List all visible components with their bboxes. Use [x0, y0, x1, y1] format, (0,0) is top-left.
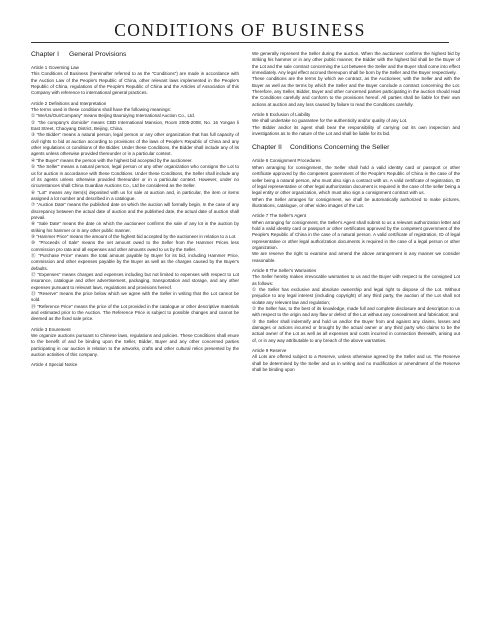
- paragraph: This Conditions of Business (hereinafter referred to as the "Conditions") are made in accordance with the Auction Law of the People's Republic of China, other relevant laws implemented in the People's Republic of China, regulations of the People's Republic of China and the Articles of Association of this Company with reference to international general practices.: [31, 71, 239, 96]
- paragraph: ⑨ "Hammer Price" means the amount of the highest bid accepted by the auctioneer in relation to a Lot.: [31, 233, 237, 239]
- chapter-heading: [252, 144, 460, 152]
- paragraph: ⑪ "Purchase Price" means the total amount payable by Buyer for its bid, including Hammer Price, commission and other expenses payable by the Buyer as well as the charges caused by the Buyer's defaults.: [31, 252, 239, 271]
- paragraph: We are reserve the right to examine and amend the above arrangement in any manner we consider reasonable.: [252, 251, 460, 263]
- paragraph: ④ "the Buyer" means the person with the highest bid accepted by the auctioneer.: [31, 157, 193, 163]
- paragraph: When the Seller arranges for consignment, we shall be automatically authorized to make pictures, illustrations, catalogue, or other video images of the Lot.: [252, 196, 460, 208]
- paragraph: We shall undertake no guarantee for the authenticity and/or quality of any Lot.: [252, 118, 408, 124]
- chapter-title: Conditions Concerning the Seller: [290, 144, 390, 152]
- chapter-title: General Provisions: [69, 51, 127, 58]
- chapter-number: Chapter I: [31, 51, 59, 58]
- left-text-blocks: [31, 65, 239, 369]
- right-column: [252, 51, 460, 373]
- article-heading: Article 1 Governing Law: [31, 65, 79, 70]
- paragraph: ① "We/Us/Our/Company" means Beijing Baoruiying International Auction Co., Ltd.: [31, 113, 196, 119]
- article-heading: Article 9 Reserve: [252, 348, 287, 354]
- right-text-blocks-top: [252, 51, 460, 137]
- paragraph: We generally represent the Seller during the auction. When the auctioneer confirms the highest bid by striking his hammer or in any other public manner, the Bidder with the highest bid shall be the Buyer of the Lot and the sale contract concerning the Lot between the Seller and the Buyer shall come into effect immediately. Any legal effect accrued thereupon shall be born by the Seller and the Buyer respectively.: [252, 51, 460, 76]
- chapter-heading: [31, 51, 239, 59]
- title-rule: [31, 42, 449, 43]
- paragraph: ⑩ "Proceeds of Sale" means the net amount owed to the Seller from the Hammer Prices less commission pro rata and all expenses and other amounts owed to us by the Seller.: [31, 240, 239, 252]
- paragraph: We organize auctions pursuant to Chinese laws, regulations and policies. These Conditions shall enure to the benefit of and be binding upon the Seller, Bidder, Buyer and any other concerned parties participating in our auction in relation to the artworks, crafts and other cultural relics presented by the auction activities of this company.: [31, 333, 239, 358]
- paragraph: These conditions are the terms by which we contract, as the Auctioneer, with the Seller and with the Buyer as well as the terms by which the Seller and the Buyer conclude a contract concerning the Lot. Therefore, any Seller, Bidder, Buyer and other concerned parties participating in the auction should read the Conditions carefully and conform to the provisions hereof. All parties shall be liable for their own actions at auction and any loss caused by failure to read the Conditions carefully.: [252, 76, 460, 107]
- chapter-number: Chapter II: [252, 144, 282, 152]
- paragraph: The Bidder and/or its agent shall bear the responsibility of carrying out its own inspection and investigations as to the nature of the Lot and shall be liable for its bid.: [252, 124, 460, 137]
- article-heading: Article 8 The Seller's Warranties: [252, 267, 317, 273]
- article-heading: Article 3 Enurement: [31, 326, 71, 332]
- article-heading: Article 6 Consignment Procedures: [252, 158, 321, 164]
- paragraph: ⑫ "Expenses" means charges and expenses including but not limited to expenses with respect to Lot insurance, catalogue and other advertisement, packaging, transportation and storage, and any other expenses pursuant to relevant laws, regulations and provisions hereof.: [31, 272, 239, 290]
- paragraph: ② the Seller has, to the best of its knowledge, made full and complete disclosure and description to us with respect to the origin and any flaw or defect of the Lot without any concealment and fabrication; and: [252, 306, 460, 318]
- paragraph: All Lots are offered subject to a Reserve, unless otherwise agreed by the Seller and us. The Reserve shall be determined by the Seller and us in writing and no modification or amendment of the Reserve shall be binding upon: [252, 354, 460, 373]
- paragraph: ⑬ "Reserve" means the price below which we agree with the Seller in writing that the Lot cannot be sold.: [31, 291, 239, 303]
- right-text-blocks-bottom: [252, 158, 460, 373]
- article-heading: Article 7 The Seller's Agent: [252, 213, 306, 219]
- paragraph: ⑧ "Sale Date" means the date on which the auctioneer confirms the sale of any lot in the auction by striking his hammer or in any other public manner.: [31, 221, 239, 233]
- paragraph: ② "the company's domicile" means CBD International Mansion, Room 2005-2008, No. 16 Yongan li East Street, Chaoyang District, Beijing, China.: [31, 119, 239, 132]
- paragraph: ③ "the Bidder" means a natural person, legal person or any other organization that has full capacity of civil rights to bid at auction according to provisions of the laws of People's Republic of China and any other regulations or conditions of the Bidder. Under these Conditions, the Bidder shall include any of its agents unless otherwise provided thereunder or in a particular context.: [31, 132, 239, 157]
- article-heading: Article 4 Special Notice: [31, 362, 78, 368]
- article-heading: Article 5 Exclusion of Liability: [252, 112, 311, 118]
- paragraph: ③ the Seller shall indemnify and hold us and/or the Buyer from and against any claims, losses and damages or actions incurred or brought by the actual owner or any third party who claims to be the actual owner of the Lot as well as all expenses and costs incurred in connection therewith, arising out of, or in any way attributable to any breach of the above warranties.: [252, 318, 460, 343]
- left-column: [31, 51, 239, 369]
- page-title: CONDITIONS OF BUSINESS: [114, 20, 366, 40]
- paragraph: ⑥ "Lot" means any item(s) deposited with us for sale at auction and, in particular, the item or items assigned a lot number and described in a catalogue.: [31, 189, 239, 201]
- paragraph: When arranging for consignment, the Seller shall hold a valid identity card or passport or other certificate approved by the competent government of the People's Republic of China in the case of the seller being a natural person, who must also sign a contract with us. A valid certificate of registration, ID of legal representative or other legal authorization document is required in the case of the seller being a legal entity or other organization, which must also sign a consignment contract with us.: [252, 164, 460, 196]
- article-heading: Article 2 Definitions and Interpretation: [31, 100, 107, 106]
- paragraph: ⑤ "the Seller" means a natural person, legal person or any other organization who consigns the Lot to us for auction in accordance with these Conditions. Under these Conditions, the Seller shall include any of its agents unless otherwise provided thereunder or in a particular context. However, under no circumstances shall China Guardian Auctions Co., Ltd be considered as the Seller.: [31, 164, 239, 189]
- paragraph: ① the Seller has exclusive and absolute ownership and legal right to dispose of the Lot. Without prejudice to any legal interest (including copyright) of any third party, the auction of the Lot shall not violate any relevant law and regulation;: [252, 287, 460, 305]
- paragraph: The Seller hereby makes irrevocable warranties to us and the Buyer with respect to the consigned Lot as follows:: [252, 274, 460, 286]
- paragraph: When arranging for consignment, the Seller's Agent shall submit to us a relevant authorization letter and hold a valid identity card or passport or other certificates approved by the competent government of the People's Republic of China in the case of a natural person. A valid certificate of registration, ID of legal representative or other legal authorization documents is required in the case of a legal person or other organization.: [252, 219, 460, 250]
- paragraph: ⑭ "Reference Price" means the price of the Lot provided in the catalogue or other descriptive materials and estimated prior to the Auction. The Reference Price is subject to possible changes and cannot be deemed as the fixed sale price.: [31, 303, 239, 322]
- paragraph: The terms used in these conditions shall have the following meanings:: [31, 107, 172, 113]
- paragraph: ⑦ "Auction Date" means the published date on which the auction will formally begin. In the case of any discrepancy between the actual date of auction and the published date, the actual date of auction shall prevail.: [31, 202, 239, 220]
